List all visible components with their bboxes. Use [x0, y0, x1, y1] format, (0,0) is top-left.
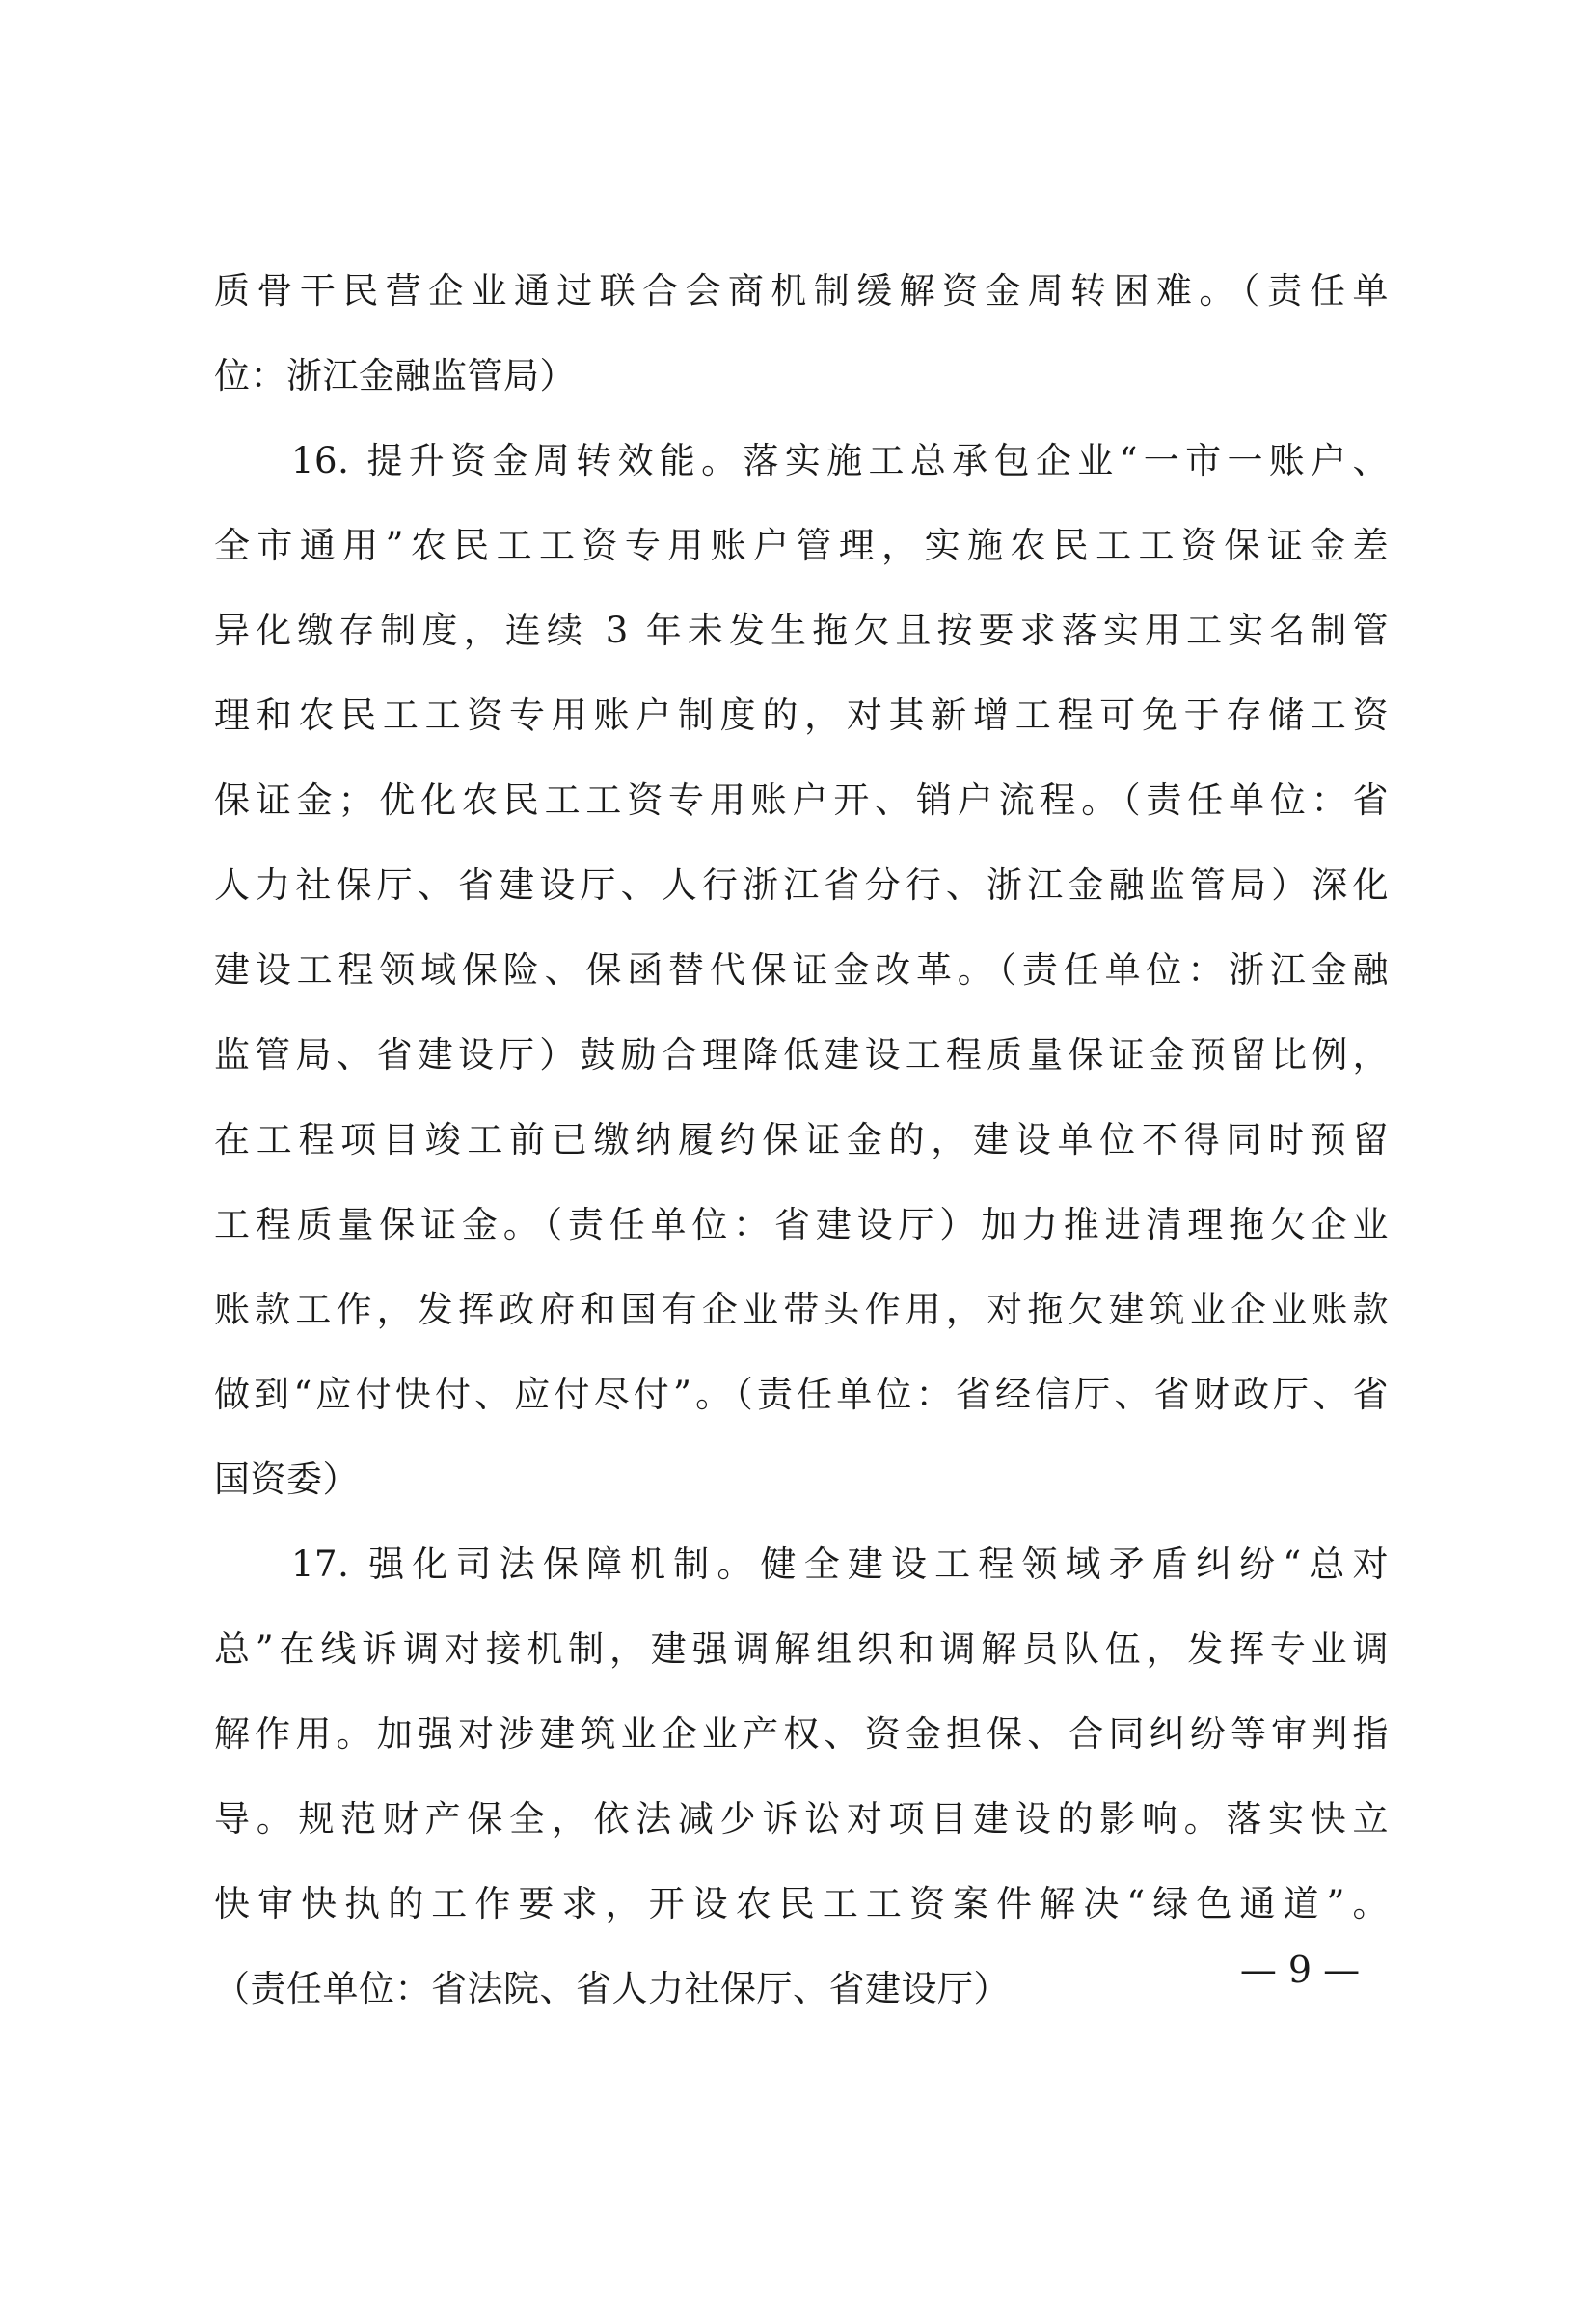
text-line: 理和农民工工资专用账户制度的，对其新增工程可免于存储工资 — [214, 695, 1389, 736]
text-line: 总”在线诉调对接机制，建强调解组织和调解员队伍，发挥专业调 — [214, 1628, 1389, 1670]
text-line: 快审快执的工作要求，开设农民工工资案件解决“绿色通道”。 — [214, 1883, 1389, 1924]
text-line: 账款工作，发挥政府和国有企业带头作用，对拖欠建筑业企业账款 — [214, 1289, 1389, 1330]
text-line: 异化缴存制度，连续 3 年未发生拖欠且按要求落实用工实名制管 — [214, 610, 1389, 651]
text-line: 保证金；优化农民工工资专用账户开、销户流程。（责任单位：省 — [214, 779, 1389, 821]
text-line: 国资委） — [214, 1459, 359, 1500]
text-line: 解作用。加强对涉建筑业企业产权、资金担保、合同纠纷等审判指 — [214, 1713, 1389, 1755]
text-line: 监管局、省建设厅）鼓励合理降低建设工程质量保证金预留比例， — [214, 1034, 1389, 1076]
text-line: 建设工程领域保险、保函替代保证金改革。（责任单位：浙江金融 — [214, 949, 1389, 991]
text-line: 16. 提升资金周转效能。落实施工总承包企业“一市一账户、 — [291, 440, 1389, 481]
text-line: 17. 强化司法保障机制。健全建设工程领域矛盾纠纷“总对 — [291, 1543, 1389, 1585]
text-line: （责任单位：省法院、省人力社保厅、省建设厅） — [214, 1968, 1010, 2009]
text-line: 做到“应付快付、应付尽付”。（责任单位：省经信厅、省财政厅、省 — [214, 1374, 1389, 1415]
page-number: — 9 — — [1239, 1949, 1361, 1991]
text-line: 导。规范财产保全，依法减少诉讼对项目建设的影响。落实快立 — [214, 1798, 1389, 1840]
text-line: 质骨干民营企业通过联合会商机制缓解资金周转困难。（责任单 — [214, 270, 1389, 312]
text-line: 工程质量保证金。（责任单位：省建设厅）加力推进清理拖欠企业 — [214, 1204, 1389, 1245]
text-line: 位：浙江金融监管局） — [214, 355, 576, 396]
text-line: 人力社保厅、省建设厅、人行浙江省分行、浙江金融监管局）深化 — [214, 864, 1389, 906]
text-line: 全市通用”农民工工资专用账户管理，实施农民工工资保证金差 — [214, 525, 1389, 566]
text-line: 在工程项目竣工前已缴纳履约保证金的，建设单位不得同时预留 — [214, 1119, 1389, 1160]
body-text — [214, 249, 1389, 2032]
